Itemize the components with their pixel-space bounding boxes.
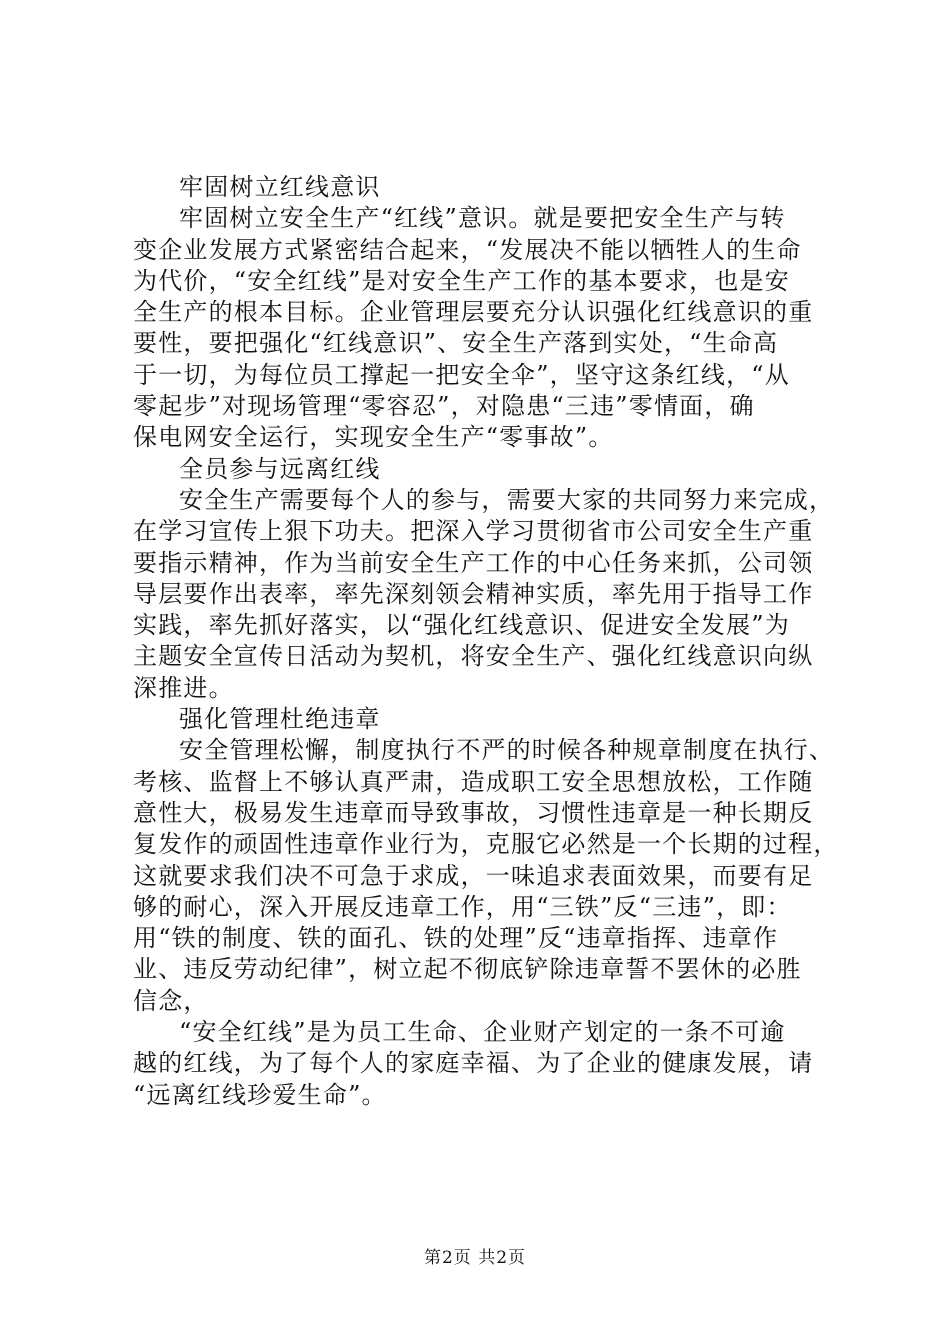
paragraph-line: 用“铁的制度、铁的面孔、铁的处理”反“违章指挥、违章作	[133, 924, 779, 953]
paragraph-line: 越的红线，为了每个人的家庭幸福、为了企业的健康发展，请	[133, 1049, 814, 1078]
paragraph-line: 零起步”对现场管理“零容忍”，对隐患“三违”零情面，确	[133, 392, 755, 421]
document-body	[133, 172, 839, 1111]
paragraph-line: 要性，要把强化“红线意识”、安全生产落到实处，“生命高	[133, 329, 779, 358]
section-heading: 强化管理杜绝违章	[179, 705, 381, 734]
paragraph-line: 信念，	[133, 986, 209, 1015]
page-number-footer: 第2页 共2页	[423, 1248, 527, 1268]
paragraph-line: 业、违反劳动纪律”，树立起不彻底铲除违章誓不罢休的必胜	[133, 955, 802, 984]
paragraph-line: 够的耐心，深入开展反违章工作，用“三铁”反“三违”，即：	[133, 892, 792, 921]
section-heading: 全员参与远离红线	[179, 454, 381, 483]
paragraph-line: 考核、监督上不够认真严肃，造成职工安全思想放松，工作随	[133, 767, 814, 796]
paragraph-line: “远离红线珍爱生命”。	[133, 1080, 387, 1109]
paragraph-line: 牢固树立安全生产“红线”意识。就是要把安全生产与转	[179, 204, 786, 233]
paragraph-line: 安全生产需要每个人的参与，需要大家的共同努力来完成，	[179, 485, 835, 514]
paragraph-line: 这就要求我们决不可急于求成，一味追求表面效果，而要有足	[133, 861, 814, 890]
paragraph-line: 主题安全宣传日活动为契机，将安全生产、强化红线意识向纵	[133, 642, 814, 671]
paragraph-line: 导层要作出表率，率先深刻领会精神实质，率先用于指导工作	[133, 579, 814, 608]
section-heading: 牢固树立红线意识	[179, 173, 381, 201]
paragraph-line: 实践，率先抓好落实，以“强化红线意识、促进安全发展”为	[133, 611, 790, 640]
paragraph-line: 为代价，“安全红线”是对安全生产工作的基本要求，也是安	[133, 266, 790, 295]
paragraph-line: 复发作的顽固性违章作业行为，克服它必然是一个长期的过程，	[133, 830, 839, 859]
paragraph-line: 于一切，为每位员工撑起一把安全伞”，坚守这条红线，“从	[133, 360, 790, 389]
paragraph-line: 在学习宣传上狠下功夫。把深入学习贯彻省市公司安全生产重	[133, 517, 814, 546]
paragraph-line: 保电网安全运行，实现安全生产“零事故”。	[133, 423, 614, 452]
paragraph-line: 变企业发展方式紧密结合起来，“发展决不能以牺牲人的生命	[133, 235, 802, 264]
paragraph-line: 全生产的根本目标。企业管理层要充分认识强化红线意识的重	[133, 298, 814, 327]
paragraph-line: 意性大，极易发生违章而导致事故，习惯性违章是一种长期反	[133, 798, 814, 827]
paragraph-line: “安全红线”是为员工生命、企业财产划定的一条不可逾	[179, 1018, 786, 1047]
paragraph-line: 深推进。	[133, 673, 234, 702]
paragraph-line: 安全管理松懈，制度执行不严的时候各种规章制度在执行、	[179, 736, 835, 765]
paragraph-line: 要指示精神，作为当前安全生产工作的中心任务来抓，公司领	[133, 548, 814, 577]
